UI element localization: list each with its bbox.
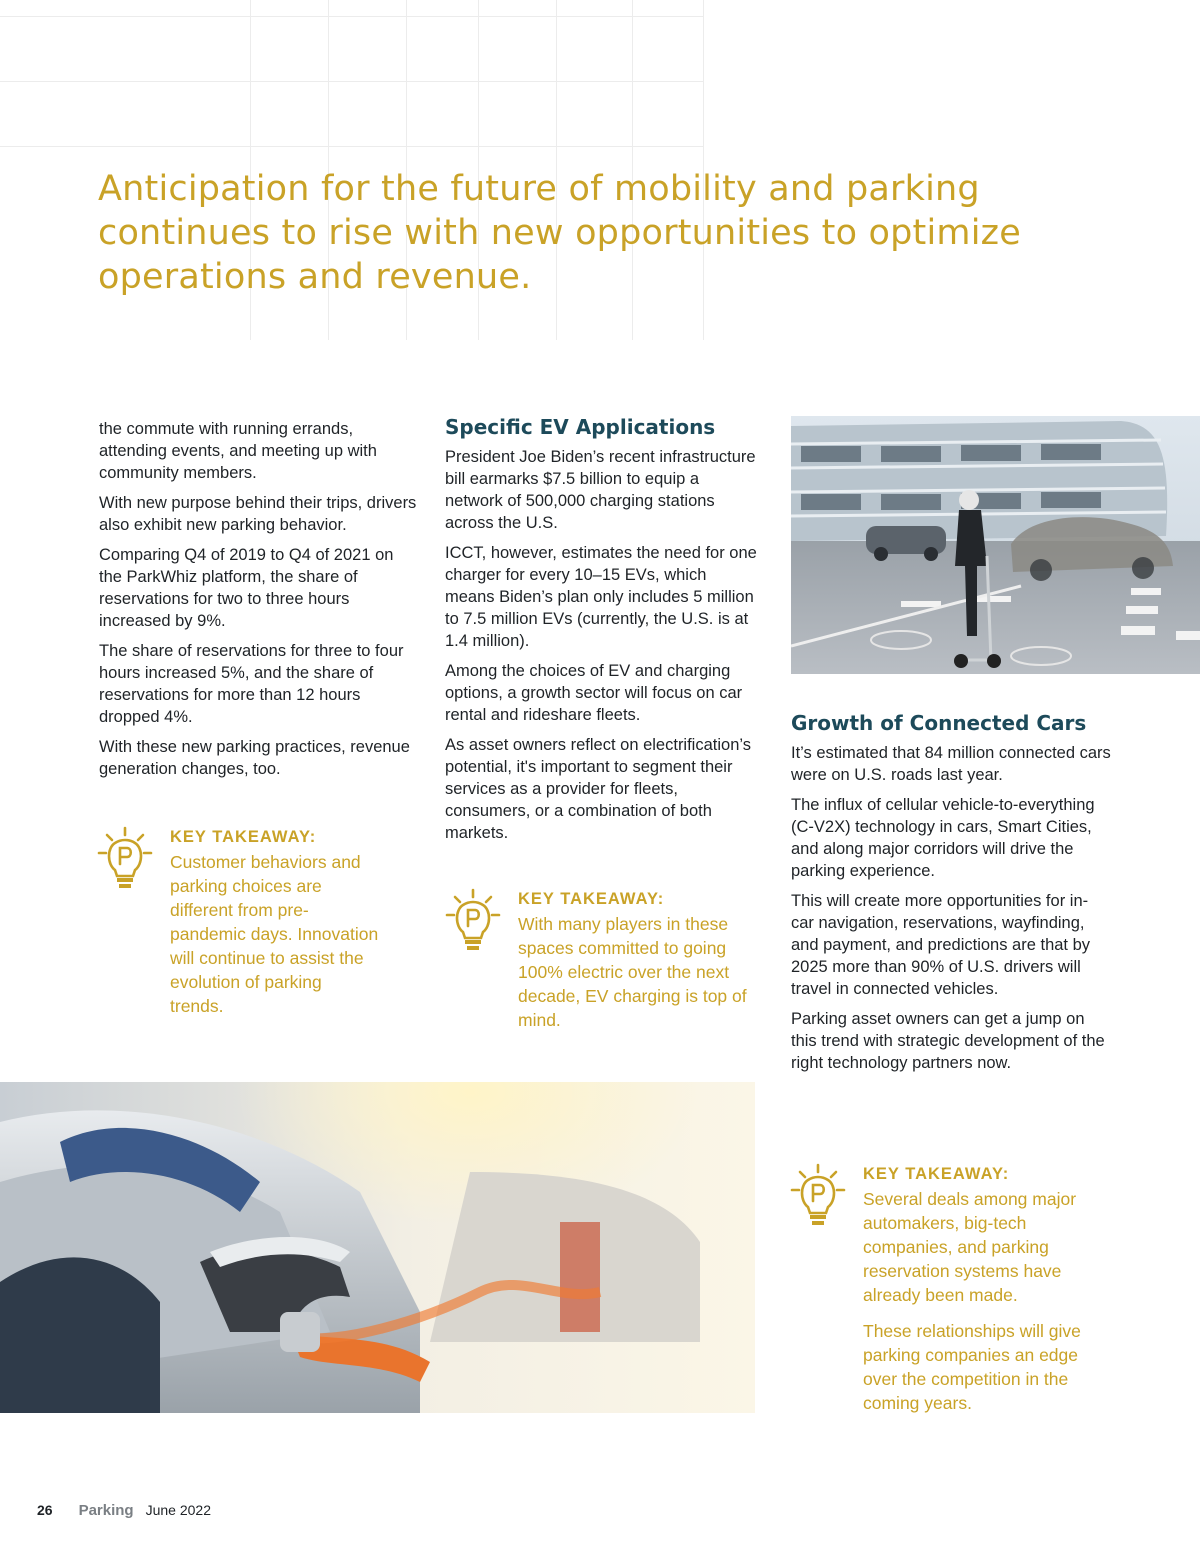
- ev-charging-photo: [0, 1082, 755, 1413]
- paragraph: The influx of cellular vehicle-to-everything (C-V2X) technology in cars, Smart Cities, and along major corridors will drive the parking experience.: [791, 796, 1095, 880]
- paragraph: Among the choices of EV and charging options, a growth sector will focus on car rental and rideshare fleets.: [445, 662, 743, 724]
- takeaway-body: [863, 1187, 1103, 1427]
- page-footer: [37, 1502, 211, 1519]
- page-number: 26: [37, 1502, 53, 1518]
- key-takeaway-2: [445, 888, 765, 1038]
- takeaway-title: KEY TAKEAWAY:: [170, 828, 317, 846]
- lightbulb-parking-icon: [790, 1163, 846, 1229]
- takeaway-text: These relationships will give parking companies an edge over the competition in the coming years.: [863, 1321, 1081, 1413]
- paragraph: President Joe Biden’s recent infrastructure bill earmarks $7.5 billion to equip a network of 500,000 charging stations across the U.S.: [445, 448, 756, 532]
- scooter-street-photo: [791, 416, 1200, 674]
- takeaway-body: [170, 850, 380, 1030]
- paragraph: The share of reservations for three to four hours increased 5%, and the share of reservations for more than 12 hours dropped 4%.: [99, 642, 404, 726]
- paragraph: the commute with running errands, attending events, and meeting up with community members.: [99, 420, 377, 482]
- column-1: [99, 418, 419, 788]
- issue-date: June 2022: [145, 1502, 212, 1518]
- paragraph: Parking asset owners can get a jump on this trend with strategic development of the right technology partners now.: [791, 1010, 1105, 1072]
- paragraph: With these new parking practices, revenue generation changes, too.: [99, 738, 410, 778]
- column-2: [445, 414, 760, 852]
- page-headline: Anticipation for the future of mobility and parking continues to rise with new opportunities to optimize operations and revenue.: [98, 169, 1021, 297]
- key-takeaway-1: [97, 826, 387, 1026]
- takeaway-text: Customer behaviors and parking choices are different from pre-pandemic days. Innovation will continue to assist the evolution of parking trends.: [170, 852, 379, 1016]
- takeaway-text: Several deals among major automakers, big-tech companies, and parking reservation systems have already been made.: [863, 1189, 1077, 1305]
- paragraph: Comparing Q4 of 2019 to Q4 of 2021 on the ParkWhiz platform, the share of reservations for two to three hours increased by 9%.: [99, 546, 394, 630]
- paragraph: As asset owners reflect on electrification’s potential, it's important to segment their services as a provider for fleets, consumers, or a combination of both markets.: [445, 736, 751, 842]
- paragraph: ICCT, however, estimates the need for one charger for every 10–15 EVs, which means Biden’s plan only includes 5 million to 7.5 million EVs (currently, the U.S. is at 1.4 million).: [445, 544, 757, 650]
- paragraph: This will create more opportunities for in-car navigation, reservations, wayfinding, and payment, and predictions are that by 2025 more than 90% of U.S. drivers will travel in connected vehicles.: [791, 892, 1091, 998]
- section-heading: Specific EV Applications: [445, 415, 716, 439]
- publication-name: Parking: [78, 1502, 134, 1519]
- column-3: [791, 710, 1111, 1082]
- takeaway-title: KEY TAKEAWAY:: [518, 890, 665, 908]
- lightbulb-parking-icon: [97, 826, 153, 892]
- paragraph: With new purpose behind their trips, drivers also exhibit new parking behavior.: [99, 494, 417, 534]
- takeaway-title: KEY TAKEAWAY:: [863, 1165, 1010, 1183]
- key-takeaway-3: [790, 1163, 1110, 1423]
- paragraph: It’s estimated that 84 million connected cars were on U.S. roads last year.: [791, 744, 1111, 784]
- takeaway-body: [518, 912, 758, 1044]
- section-heading: Growth of Connected Cars: [791, 711, 1087, 735]
- lightbulb-parking-icon: [445, 888, 501, 954]
- takeaway-text: With many players in these spaces committed to going 100% electric over the next decade, EV charging is top of mind.: [518, 914, 747, 1030]
